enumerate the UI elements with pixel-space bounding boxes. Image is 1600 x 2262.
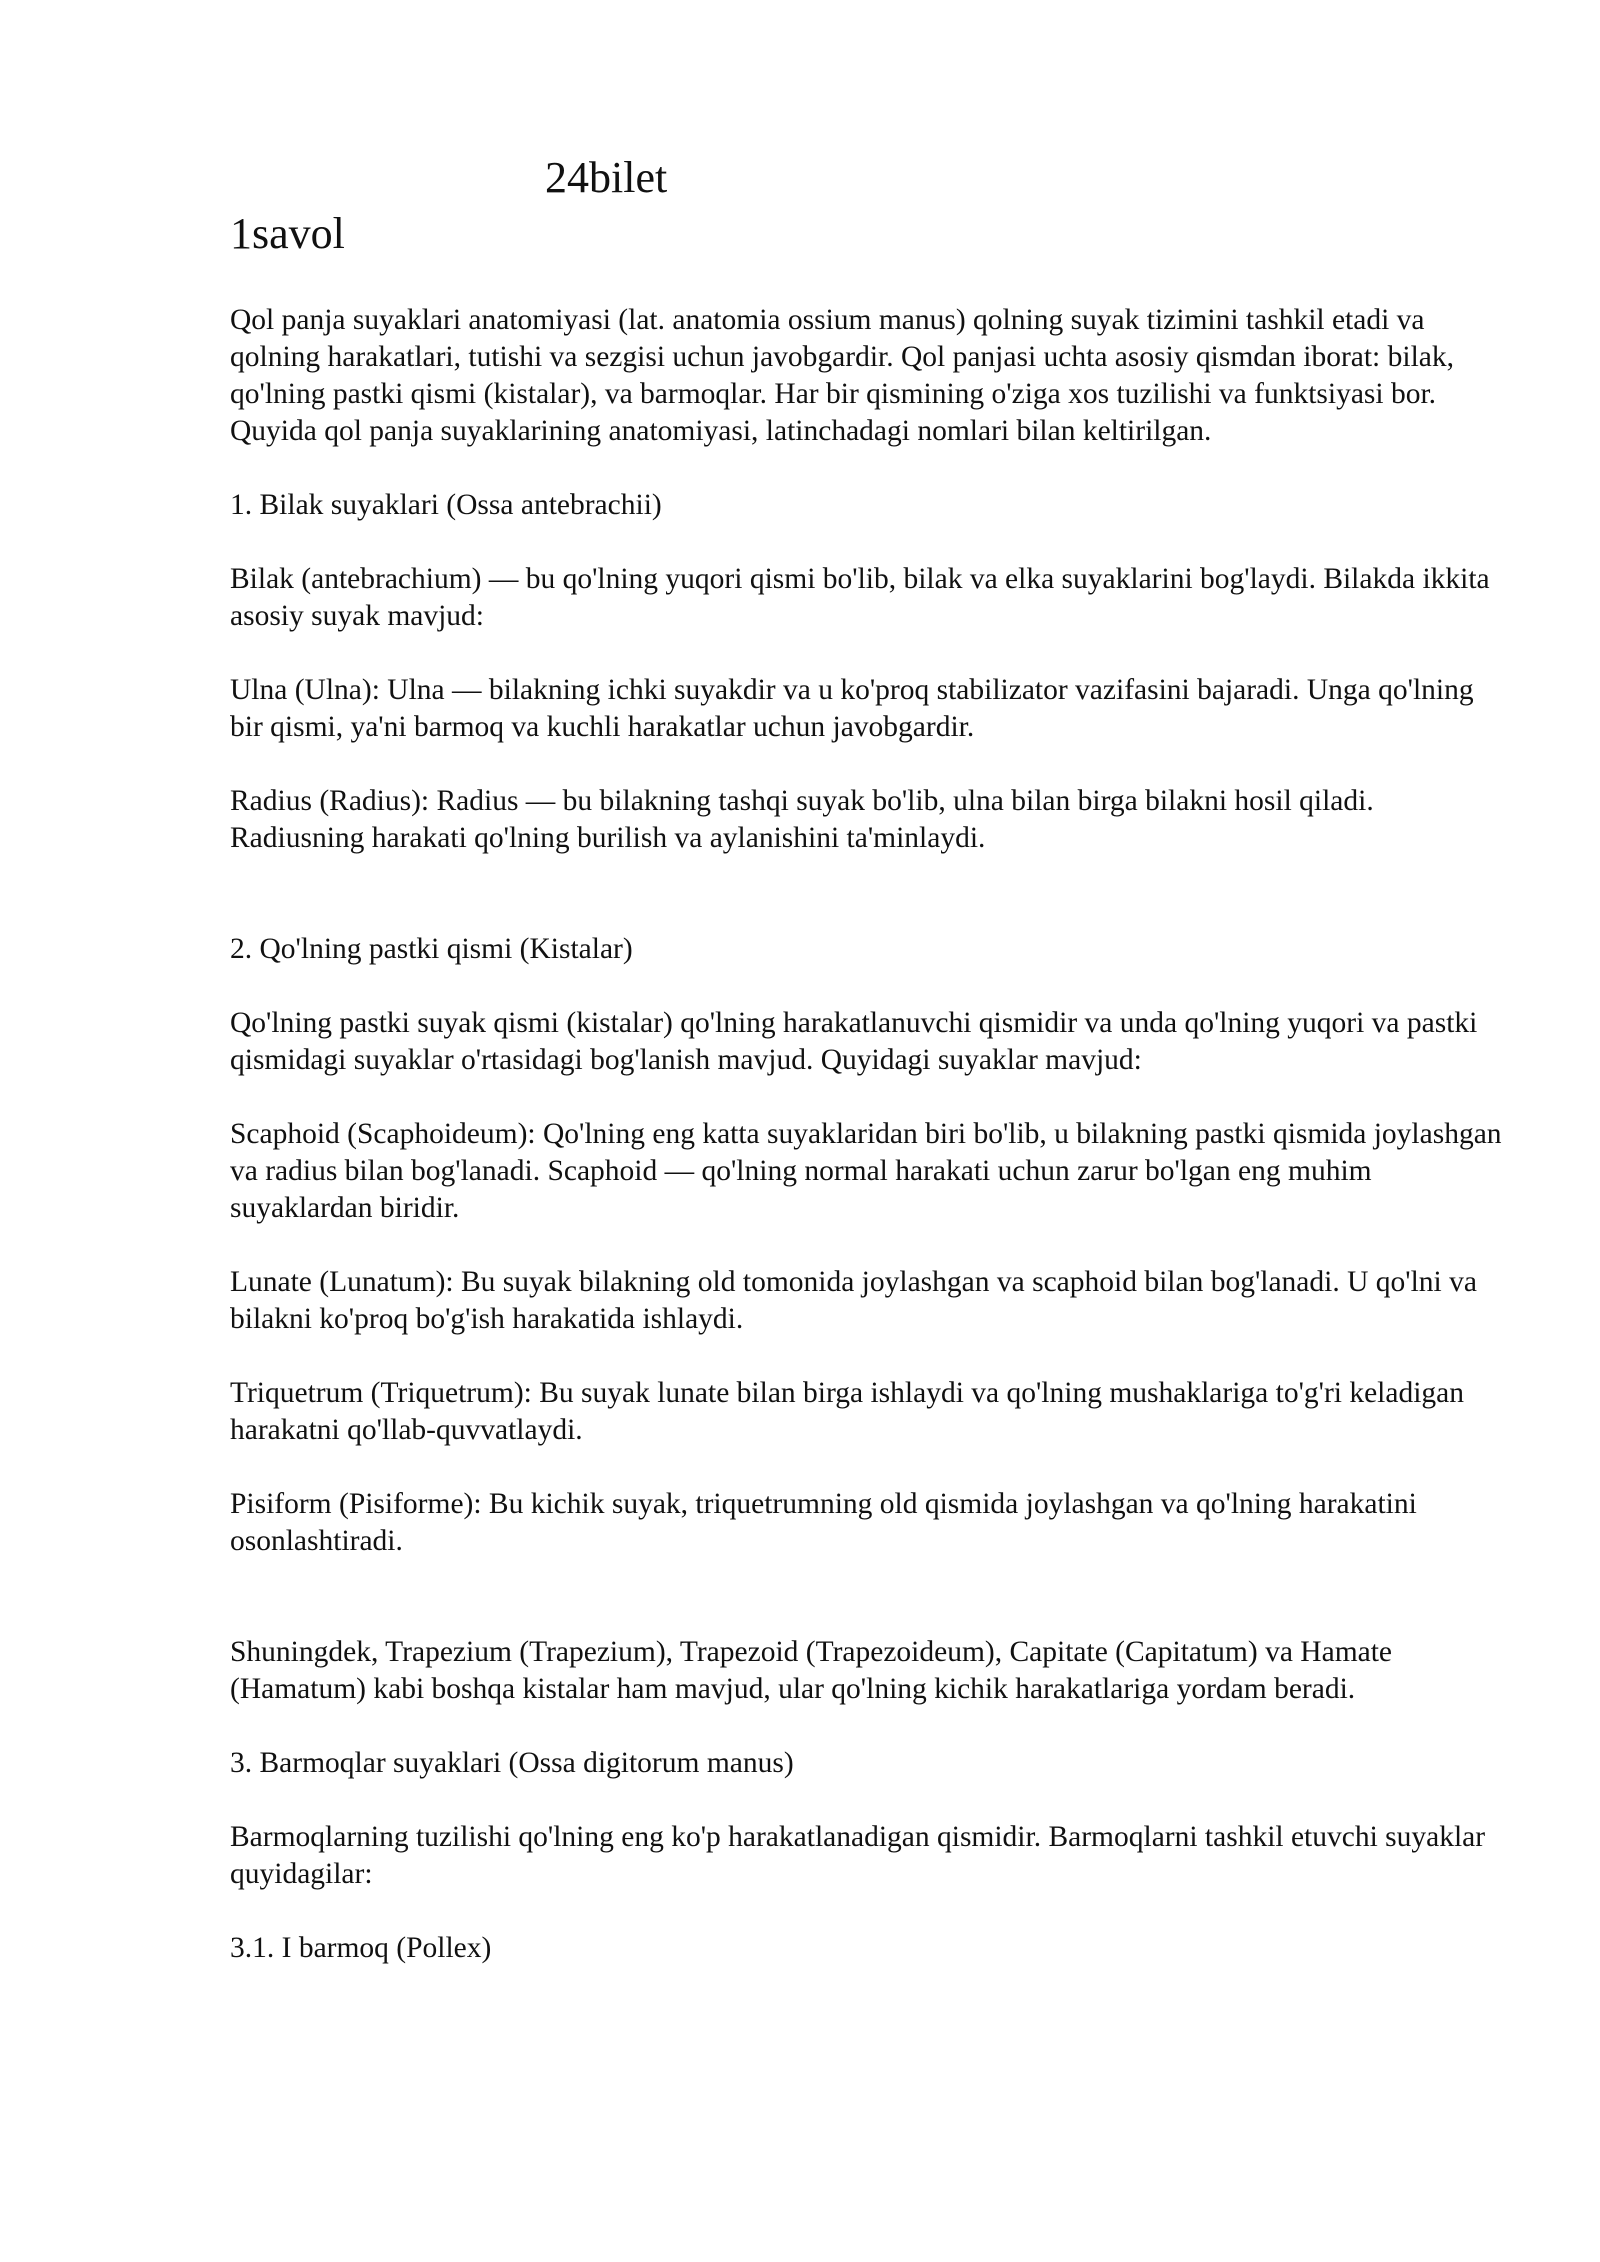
- subsection-heading-3-1: 3.1. I barmoq (Pollex): [230, 1932, 492, 1964]
- document-body: [230, 302, 1510, 2004]
- paragraph-bilak: Bilak (antebrachium) — bu qo'lning yuqori qismi bo'lib, bilak va elka suyaklarini bog'laydi. Bilakda ikkita asosiy suyak mavjud:: [230, 563, 1490, 632]
- paragraph-lunate: Lunate (Lunatum): Bu suyak bilakning old tomonida joylashgan va scaphoid bilan bog'lanadi. U qo'lni va bilakni ko'proq bo'g'ish harakatida ishlaydi.: [230, 1266, 1477, 1335]
- paragraph-scaphoid: Scaphoid (Scaphoideum): Qo'lning eng katta suyaklaridan biri bo'lib, u bilakning pastki qismida joylashgan va radius bilan bog'lanadi. Scaphoid — qo'lning normal harakati uchun zarur bo'lgan eng muhim suyaklardan biridir.: [230, 1118, 1502, 1224]
- paragraph-barmoqlar: Barmoqlarning tuzilishi qo'lning eng ko'p harakatlanadigan qismidir. Barmoqlarni tashkil etuvchi suyaklar quyidagilar:: [230, 1821, 1486, 1890]
- paragraph-radius: Radius (Radius): Radius — bu bilakning tashqi suyak bo'lib, ulna bilan birga bilakni hosil qiladi. Radiusning harakati qo'lning burilish va aylanishini ta'minlaydi.: [230, 785, 1374, 854]
- section-heading-2: 2. Qo'lning pastki qismi (Kistalar): [230, 933, 633, 965]
- paragraph-triquetrum: Triquetrum (Triquetrum): Bu suyak lunate bilan birga ishlaydi va qo'lning mushaklariga to'g'ri keladigan harakatni qo'llab-quvvatlaydi.: [230, 1377, 1465, 1446]
- paragraph-kistalar: Qo'lning pastki suyak qismi (kistalar) qo'lning harakatlanuvchi qismidir va unda qo'lning yuqori va pastki qismidagi suyaklar o'rtasidagi bog'lanish mavjud. Quyidagi suyaklar mavjud:: [230, 1007, 1478, 1076]
- paragraph-ulna: Ulna (Ulna): Ulna — bilakning ichki suyakdir va u ko'proq stabilizator vazifasini bajaradi. Unga qo'lning bir qismi, ya'ni barmoq va kuchli harakatlar uchun javobgardir.: [230, 674, 1474, 743]
- paragraph-intro: Qol panja suyaklari anatomiyasi (lat. anatomia ossium manus) qolning suyak tizimini tashkil etadi va qolning harakatlari, tutishi va sezgisi uchun javobgardir. Qol panjasi uchta asosiy qismdan iborat: bilak, qo'lning pastki qismi (kistalar), va barmoqlar. Har bir qismining o'ziga xos tuzilishi va funktsiyasi bor. Quyida qol panja suyaklarining anatomiyasi, latinchadagi nomlari bilan keltirilgan.: [230, 304, 1454, 447]
- paragraph-pisiform: Pisiform (Pisiforme): Bu kichik suyak, triquetrumning old qismida joylashgan va qo'lning harakatini osonlashtiradi.: [230, 1488, 1417, 1557]
- ticket-title: 24bilet: [545, 153, 668, 202]
- paragraph-other-carpals: Shuningdek, Trapezium (Trapezium), Trapezoid (Trapezoideum), Capitate (Capitatum) va Hamate (Hamatum) kabi boshqa kistalar ham mavjud, ular qo'lning kichik harakatlariga yordam beradi.: [230, 1636, 1393, 1705]
- section-heading-3: 3. Barmoqlar suyaklari (Ossa digitorum manus): [230, 1747, 794, 1779]
- section-heading-1: 1. Bilak suyaklari (Ossa antebrachii): [230, 489, 662, 521]
- question-title: 1savol: [230, 209, 345, 258]
